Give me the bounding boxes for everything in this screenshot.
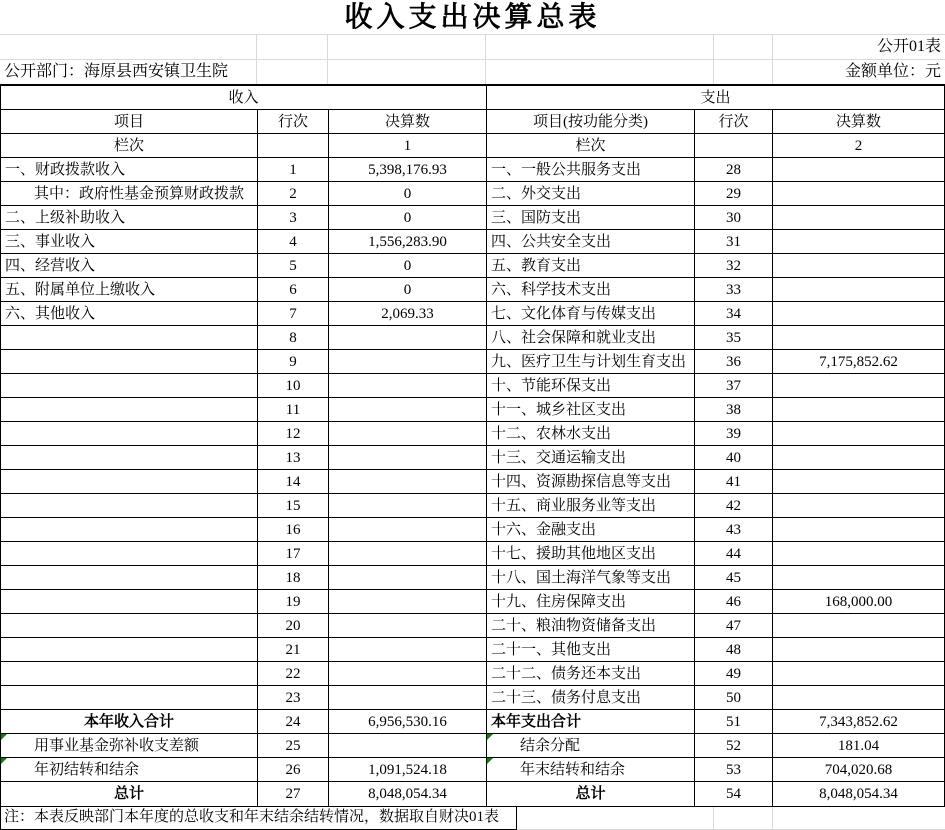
expense-section-header: 支出 [487, 86, 944, 110]
income-line-cell: 14 [258, 470, 329, 494]
income-section-header: 收入 [1, 86, 487, 110]
expense-item-cell: 十四、资源勘探信息等支出 [487, 470, 695, 494]
income-amount-cell [329, 446, 487, 470]
income-amount-cell: 1,091,524.18 [329, 758, 487, 782]
income-amount-cell: 2,069.33 [329, 302, 487, 326]
expense-amount-cell [773, 662, 944, 686]
department-row [0, 59, 945, 84]
table-note: 注：本表反映部门本年度的总收支和年末结余结转情况，数据取自财决01表 [0, 807, 517, 830]
income-line-cell: 1 [258, 158, 329, 182]
expense-amount-cell [773, 566, 944, 590]
expense-item-cell: 十五、商业服务业等支出 [487, 494, 695, 518]
expense-amount-cell: 704,020.68 [773, 758, 944, 782]
expense-item-cell: 六、科学技术支出 [487, 278, 695, 302]
expense-line-cell: 33 [695, 278, 773, 302]
income-amount-cell [329, 494, 487, 518]
income-item-cell [1, 494, 258, 518]
expense-item-cell: 七、文化体育与传媒支出 [487, 302, 695, 326]
income-item-cell [1, 326, 258, 350]
income-line-cell: 13 [258, 446, 329, 470]
income-line-cell: 3 [258, 206, 329, 230]
income-item-cell: 其中：政府性基金预算财政拨款 [1, 182, 258, 206]
lanci-empty-expense [695, 134, 773, 158]
income-amount-cell [329, 470, 487, 494]
income-item-cell: 六、其他收入 [1, 302, 258, 326]
expense-amount-cell [773, 398, 944, 422]
expense-line-cell: 41 [695, 470, 773, 494]
lanci-number-income: 1 [329, 134, 487, 158]
lanci-number-expense: 2 [773, 134, 944, 158]
income-item-cell [1, 398, 258, 422]
expense-line-cell: 42 [695, 494, 773, 518]
income-amount-cell: 0 [329, 206, 487, 230]
expense-item-cell: 九、医疗卫生与计划生育支出 [487, 350, 695, 374]
table-grid [1, 86, 944, 806]
income-item-cell: 三、事业收入 [1, 230, 258, 254]
income-line-cell: 10 [258, 374, 329, 398]
expense-item-cell: 四、公共安全支出 [487, 230, 695, 254]
expense-line-cell: 50 [695, 686, 773, 710]
expense-line-cell: 45 [695, 566, 773, 590]
expense-amount-cell: 8,048,054.34 [819, 786, 898, 802]
expense-line-cell: 43 [695, 518, 773, 542]
income-line-cell: 4 [258, 230, 329, 254]
income-item-cell [1, 566, 258, 590]
summary-table [0, 84, 945, 807]
income-line-cell: 25 [258, 734, 329, 758]
expense-amount-cell [773, 230, 944, 254]
income-line-cell: 27 [258, 782, 329, 806]
expense-item-cell: 二十二、债务还本支出 [487, 662, 695, 686]
income-line-cell: 24 [258, 710, 329, 734]
expense-item-cell: 年末结转和结余 [487, 758, 695, 782]
gridline [713, 807, 714, 829]
expense-line-cell: 54 [695, 782, 773, 806]
expense-line-cell: 31 [695, 230, 773, 254]
expense-line-cell: 53 [695, 758, 773, 782]
expense-amount-cell [773, 518, 944, 542]
income-line-cell: 20 [258, 614, 329, 638]
income-line-cell: 12 [258, 422, 329, 446]
gridline [772, 807, 773, 829]
expense-amount-cell [773, 254, 944, 278]
expense-item-cell: 二、外交支出 [487, 182, 695, 206]
expense-item-cell: 十三、交通运输支出 [487, 446, 695, 470]
expense-amount-cell [773, 638, 944, 662]
income-line-cell: 6 [258, 278, 329, 302]
expense-line-cell: 49 [695, 662, 773, 686]
expense-item-cell: 总计 [487, 782, 695, 806]
income-amount-cell [329, 518, 487, 542]
income-amount-cell [329, 566, 487, 590]
expense-line-cell: 34 [695, 302, 773, 326]
expense-amount-cell [773, 278, 944, 302]
expense-line-cell: 44 [695, 542, 773, 566]
expense-item-cell: 十九、住房保障支出 [487, 590, 695, 614]
col-header-income-amount: 决算数 [329, 110, 487, 134]
income-item-cell [1, 614, 258, 638]
expense-amount-cell [773, 206, 944, 230]
expense-amount-cell [773, 470, 944, 494]
expense-amount-cell [773, 494, 944, 518]
income-item-cell: 用事业基金弥补收支差额 [1, 734, 258, 758]
income-amount-cell [329, 374, 487, 398]
expense-line-cell: 28 [695, 158, 773, 182]
expense-line-cell: 29 [695, 182, 773, 206]
expense-amount-cell [773, 686, 944, 710]
expense-line-cell: 32 [695, 254, 773, 278]
income-item-cell: 五、附属单位上缴收入 [1, 278, 258, 302]
error-indicator-icon [487, 758, 493, 764]
expense-line-cell: 51 [695, 710, 773, 734]
expense-item-cell: 结余分配 [487, 734, 695, 758]
expense-item-cell: 五、教育支出 [487, 254, 695, 278]
income-amount-cell [329, 422, 487, 446]
income-item-cell: 本年收入合计 [1, 710, 258, 734]
income-item-cell [1, 422, 258, 446]
expense-line-cell: 52 [695, 734, 773, 758]
income-line-cell: 19 [258, 590, 329, 614]
income-amount-cell: 5,398,176.93 [329, 158, 487, 182]
income-amount-cell [329, 686, 487, 710]
lanci-empty-income [258, 134, 329, 158]
expense-item-cell: 十六、金融支出 [487, 518, 695, 542]
department-label: 公开部门：海原县西安镇卫生院 [4, 63, 229, 80]
income-amount-cell: 1,556,283.90 [329, 230, 487, 254]
income-item-cell [1, 542, 258, 566]
expense-line-cell: 48 [695, 638, 773, 662]
expense-item-cell: 二十一、其他支出 [487, 638, 695, 662]
income-item-cell: 四、经营收入 [1, 254, 258, 278]
income-line-cell: 26 [258, 758, 329, 782]
income-amount-cell: 6,956,530.16 [329, 710, 487, 734]
income-item-cell: 年初结转和结余 [1, 758, 258, 782]
income-item-cell [1, 518, 258, 542]
expense-amount-cell: 7,175,852.62 [773, 350, 944, 374]
unit-label: 金额单位：元 [844, 63, 941, 80]
income-item-cell: 一、财政拨款收入 [1, 158, 258, 182]
error-indicator-icon [487, 734, 493, 740]
income-line-cell: 5 [258, 254, 329, 278]
expense-item-cell: 一、一般公共服务支出 [487, 158, 695, 182]
income-amount-cell [329, 398, 487, 422]
expense-line-cell: 39 [695, 422, 773, 446]
expense-line-cell: 30 [695, 206, 773, 230]
income-amount-cell [329, 662, 487, 686]
expense-amount-cell: 168,000.00 [773, 590, 944, 614]
income-amount-cell [329, 638, 487, 662]
income-amount-cell [329, 350, 487, 374]
expense-item-cell: 十二、农林水支出 [487, 422, 695, 446]
sheet-label: 公开01表 [876, 38, 941, 55]
error-indicator-icon [1, 734, 7, 740]
error-indicator-icon [1, 758, 7, 764]
income-item-cell [1, 374, 258, 398]
col-header-expense-amount: 决算数 [773, 110, 944, 134]
income-line-cell: 7 [258, 302, 329, 326]
expense-amount-cell: 181.04 [773, 734, 944, 758]
income-line-cell: 9 [258, 350, 329, 374]
expense-amount-cell [773, 614, 944, 638]
income-line-cell: 17 [258, 542, 329, 566]
income-amount-cell: 8,048,054.34 [329, 782, 487, 806]
income-amount-cell [329, 590, 487, 614]
lanci-label-income: 栏次 [1, 134, 258, 158]
income-line-cell: 16 [258, 518, 329, 542]
expense-item-cell: 二十、粮油物资储备支出 [487, 614, 695, 638]
income-line-cell: 11 [258, 398, 329, 422]
income-item-cell [1, 350, 258, 374]
page-title: 收入支出决算总表 [344, 2, 601, 33]
income-line-cell: 23 [258, 686, 329, 710]
expense-line-cell: 40 [695, 446, 773, 470]
expense-item-cell: 十七、援助其他地区支出 [487, 542, 695, 566]
expense-line-cell: 36 [695, 350, 773, 374]
sheet-number-row [0, 34, 945, 59]
expense-item-cell: 二十三、债务付息支出 [487, 686, 695, 710]
income-item-cell [1, 662, 258, 686]
income-line-cell: 15 [258, 494, 329, 518]
income-amount-cell [329, 542, 487, 566]
expense-item-cell: 十八、国土海洋气象等支出 [487, 566, 695, 590]
expense-item-cell: 十、节能环保支出 [487, 374, 695, 398]
expense-item-cell: 八、社会保障和就业支出 [487, 326, 695, 350]
income-item-cell [1, 446, 258, 470]
income-amount-cell [329, 614, 487, 638]
income-item-cell [1, 686, 258, 710]
expense-amount-cell [773, 422, 944, 446]
expense-line-cell: 38 [695, 398, 773, 422]
expense-amount-cell [773, 374, 944, 398]
note-row [0, 807, 945, 830]
income-amount-cell [329, 734, 487, 758]
expense-item-cell: 本年支出合计 [487, 710, 695, 734]
income-line-cell: 21 [258, 638, 329, 662]
income-item-cell: 二、上级补助收入 [1, 206, 258, 230]
expense-line-cell: 47 [695, 614, 773, 638]
income-amount-cell [329, 326, 487, 350]
col-header-income-line: 行次 [258, 110, 329, 134]
expense-amount-cell [773, 446, 944, 470]
col-header-income-item: 项目 [1, 110, 258, 134]
expense-item-cell: 十一、城乡社区支出 [487, 398, 695, 422]
income-line-cell: 8 [258, 326, 329, 350]
expense-amount-cell: 7,343,852.62 [773, 710, 944, 734]
expense-line-cell: 35 [695, 326, 773, 350]
income-amount-cell: 0 [329, 254, 487, 278]
income-item-cell [1, 470, 258, 494]
expense-amount-cell [773, 182, 944, 206]
expense-amount-cell [773, 302, 944, 326]
expense-amount-cell [773, 158, 944, 182]
expense-item-cell: 三、国防支出 [487, 206, 695, 230]
income-amount-cell: 0 [329, 278, 487, 302]
col-header-expense-line: 行次 [695, 110, 773, 134]
income-item-cell [1, 638, 258, 662]
expense-line-cell: 37 [695, 374, 773, 398]
income-item-cell [1, 590, 258, 614]
income-line-cell: 22 [258, 662, 329, 686]
expense-amount-cell [773, 542, 944, 566]
income-line-cell: 2 [258, 182, 329, 206]
expense-amount-cell [773, 326, 944, 350]
col-header-expense-item: 项目(按功能分类) [487, 110, 695, 134]
income-item-cell: 总计 [1, 782, 258, 806]
expense-line-cell: 46 [695, 590, 773, 614]
lanci-label-expense: 栏次 [487, 134, 695, 158]
income-line-cell: 18 [258, 566, 329, 590]
income-amount-cell: 0 [329, 182, 487, 206]
